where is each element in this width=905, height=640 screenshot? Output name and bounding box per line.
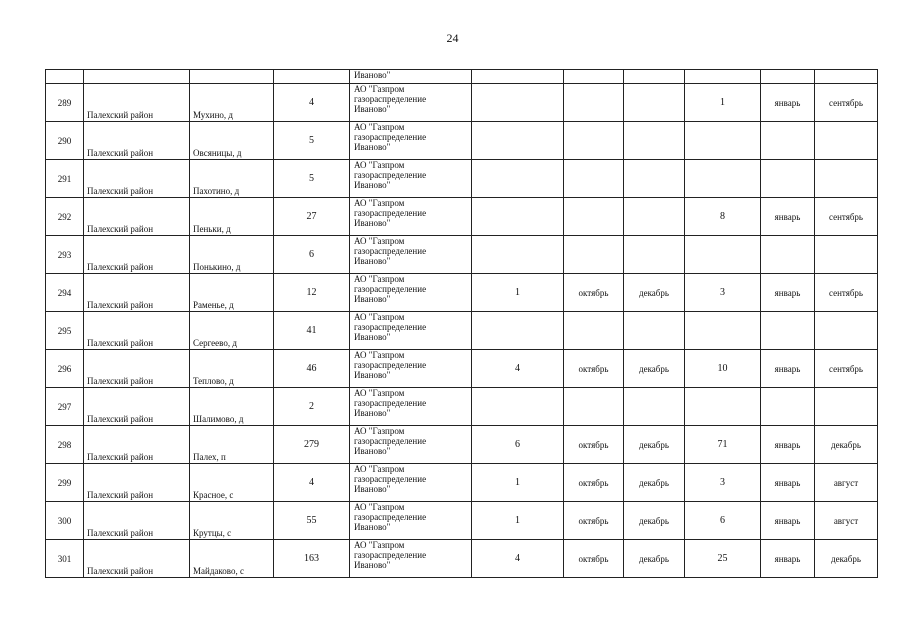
page-number: 24 (446, 31, 459, 45)
cell-a-start (564, 388, 624, 426)
org-line: газораспределение (354, 170, 427, 180)
cell-b-end: август (815, 464, 878, 502)
cell-a-start (564, 84, 624, 122)
cell-b (685, 236, 761, 274)
org-line: газораспределение (354, 550, 427, 560)
cell-a-start: октябрь (564, 426, 624, 464)
org-line: АО "Газпром (354, 160, 405, 170)
cell-locality: Палех, п (190, 426, 274, 464)
cell-a (472, 84, 564, 122)
org-line: АО "Газпром (354, 312, 405, 322)
org-line: Иваново" (354, 218, 391, 228)
cell-a-end: декабрь (624, 464, 685, 502)
cell-b-start (761, 70, 815, 84)
cell-count: 2 (274, 388, 350, 426)
org-line: АО "Газпром (354, 540, 405, 550)
cell-a-start: октябрь (564, 540, 624, 578)
cell-a-end: декабрь (624, 502, 685, 540)
cell-count: 41 (274, 312, 350, 350)
cell-a-end: декабрь (624, 540, 685, 578)
cell-a (472, 236, 564, 274)
cell-district: Палехский район (84, 84, 190, 122)
org-line: АО "Газпром (354, 502, 405, 512)
cell-b-start: январь (761, 274, 815, 312)
org-line: газораспределение (354, 398, 427, 408)
cell-num: 289 (46, 84, 84, 122)
cell-a (472, 122, 564, 160)
cell-a-end (624, 160, 685, 198)
cell-count: 279 (274, 426, 350, 464)
org-line: газораспределение (354, 322, 427, 332)
org-line: АО "Газпром (354, 388, 405, 398)
cell-a-end (624, 84, 685, 122)
cell-a-end: декабрь (624, 426, 685, 464)
cell-org (350, 236, 472, 274)
gasification-table (45, 69, 878, 578)
org-line: АО "Газпром (354, 350, 405, 360)
cell-b-start (761, 122, 815, 160)
org-line: АО "Газпром (354, 236, 405, 246)
cell-locality: Раменье, д (190, 274, 274, 312)
cell-a-end (624, 312, 685, 350)
cell-b-end: сентябрь (815, 274, 878, 312)
org-line: газораспределение (354, 474, 427, 484)
cell-org (350, 70, 472, 84)
cell-a-end (624, 388, 685, 426)
cell-district: Палехский район (84, 350, 190, 388)
cell-org (350, 84, 472, 122)
cell-num: 301 (46, 540, 84, 578)
cell-count: 4 (274, 84, 350, 122)
cell-a-end (624, 70, 685, 84)
cell-org (350, 388, 472, 426)
cell-a-start: октябрь (564, 350, 624, 388)
table-row (46, 274, 878, 312)
org-line: Иваново" (354, 560, 391, 570)
org-line: Иваново" (354, 180, 391, 190)
org-line: АО "Газпром (354, 464, 405, 474)
cell-district: Палехский район (84, 502, 190, 540)
cell-a (472, 70, 564, 84)
cell-a (472, 312, 564, 350)
cell-b-end (815, 70, 878, 84)
cell-district: Палехский район (84, 198, 190, 236)
cell-b (685, 388, 761, 426)
cell-a-start (564, 122, 624, 160)
org-line: Иваново" (354, 332, 391, 342)
continued-row (46, 70, 878, 84)
cell-org (350, 312, 472, 350)
org-line: газораспределение (354, 360, 427, 370)
cell-a-start (564, 198, 624, 236)
cell-b-start: январь (761, 350, 815, 388)
cell-district: Палехский район (84, 160, 190, 198)
cell-locality: Крутцы, с (190, 502, 274, 540)
cell-locality (190, 70, 274, 84)
cell-count (274, 70, 350, 84)
cell-district: Палехский район (84, 122, 190, 160)
table-row (46, 350, 878, 388)
cell-locality: Шалимово, д (190, 388, 274, 426)
cell-org (350, 350, 472, 388)
table-row (46, 160, 878, 198)
org-line: газораспределение (354, 246, 427, 256)
cell-b-end (815, 388, 878, 426)
org-line: Иваново" (354, 256, 391, 266)
cell-b-end (815, 312, 878, 350)
cell-a-start (564, 236, 624, 274)
cell-a-end (624, 122, 685, 160)
table-row (46, 236, 878, 274)
table-row (46, 540, 878, 578)
cell-org (350, 274, 472, 312)
cell-b-start (761, 388, 815, 426)
cell-b: 8 (685, 198, 761, 236)
cell-b-end: декабрь (815, 426, 878, 464)
cell-a-start: октябрь (564, 502, 624, 540)
cell-a-end (624, 198, 685, 236)
cell-a: 4 (472, 350, 564, 388)
cell-b (685, 160, 761, 198)
org-tail: Иваново" (354, 70, 391, 80)
org-line: Иваново" (354, 370, 391, 380)
cell-b-end: сентябрь (815, 84, 878, 122)
table-row (46, 388, 878, 426)
cell-a (472, 160, 564, 198)
cell-b-start (761, 236, 815, 274)
cell-num: 298 (46, 426, 84, 464)
cell-b-start (761, 312, 815, 350)
cell-num: 296 (46, 350, 84, 388)
cell-a-end: декабрь (624, 274, 685, 312)
org-line: АО "Газпром (354, 274, 405, 284)
cell-a: 1 (472, 502, 564, 540)
cell-org (350, 198, 472, 236)
cell-locality: Пахотино, д (190, 160, 274, 198)
cell-b (685, 70, 761, 84)
cell-district: Палехский район (84, 274, 190, 312)
table-row (46, 464, 878, 502)
table-row (46, 122, 878, 160)
cell-org (350, 122, 472, 160)
cell-num: 293 (46, 236, 84, 274)
org-line: Иваново" (354, 446, 391, 456)
cell-locality: Мухино, д (190, 84, 274, 122)
cell-b-start: январь (761, 84, 815, 122)
cell-locality: Сергеево, д (190, 312, 274, 350)
cell-a-end: декабрь (624, 350, 685, 388)
cell-b: 6 (685, 502, 761, 540)
cell-num: 292 (46, 198, 84, 236)
table-row (46, 84, 878, 122)
cell-a-start: октябрь (564, 464, 624, 502)
cell-district: Палехский район (84, 312, 190, 350)
cell-a-start: октябрь (564, 274, 624, 312)
cell-num: 299 (46, 464, 84, 502)
cell-count: 5 (274, 122, 350, 160)
cell-org (350, 160, 472, 198)
cell-b (685, 122, 761, 160)
org-line: газораспределение (354, 436, 427, 446)
org-line: Иваново" (354, 294, 391, 304)
cell-num: 300 (46, 502, 84, 540)
cell-count: 4 (274, 464, 350, 502)
org-line: АО "Газпром (354, 122, 405, 132)
org-line: газораспределение (354, 94, 427, 104)
cell-b-end (815, 160, 878, 198)
cell-b-start: январь (761, 502, 815, 540)
cell-num: 297 (46, 388, 84, 426)
cell-b: 3 (685, 274, 761, 312)
cell-num: 291 (46, 160, 84, 198)
cell-b-start (761, 160, 815, 198)
cell-locality: Пеньки, д (190, 198, 274, 236)
cell-b-end: декабрь (815, 540, 878, 578)
cell-b-end: сентябрь (815, 350, 878, 388)
cell-b-start: январь (761, 540, 815, 578)
cell-count: 6 (274, 236, 350, 274)
cell-b: 1 (685, 84, 761, 122)
cell-count: 55 (274, 502, 350, 540)
cell-locality: Овсяницы, д (190, 122, 274, 160)
cell-b: 10 (685, 350, 761, 388)
cell-count: 27 (274, 198, 350, 236)
cell-district: Палехский район (84, 426, 190, 464)
cell-b-start: январь (761, 198, 815, 236)
cell-a: 4 (472, 540, 564, 578)
cell-locality: Майдаково, с (190, 540, 274, 578)
cell-a (472, 198, 564, 236)
cell-b-end (815, 122, 878, 160)
cell-num (46, 70, 84, 84)
cell-b: 25 (685, 540, 761, 578)
cell-a-start (564, 160, 624, 198)
cell-count: 46 (274, 350, 350, 388)
cell-district: Палехский район (84, 388, 190, 426)
cell-b (685, 312, 761, 350)
cell-district (84, 70, 190, 84)
cell-count: 5 (274, 160, 350, 198)
cell-district: Палехский район (84, 236, 190, 274)
cell-b-end: август (815, 502, 878, 540)
cell-count: 12 (274, 274, 350, 312)
table-row (46, 502, 878, 540)
cell-a-end (624, 236, 685, 274)
cell-locality: Теплово, д (190, 350, 274, 388)
cell-locality: Красное, с (190, 464, 274, 502)
cell-b-end: сентябрь (815, 198, 878, 236)
cell-a: 1 (472, 274, 564, 312)
org-line: газораспределение (354, 208, 427, 218)
org-line: АО "Газпром (354, 198, 405, 208)
org-line: АО "Газпром (354, 84, 405, 94)
org-line: Иваново" (354, 484, 391, 494)
cell-org (350, 502, 472, 540)
org-line: Иваново" (354, 104, 391, 114)
cell-a-start (564, 70, 624, 84)
cell-b: 3 (685, 464, 761, 502)
org-line: Иваново" (354, 142, 391, 152)
cell-num: 295 (46, 312, 84, 350)
org-line: газораспределение (354, 512, 427, 522)
org-line: газораспределение (354, 132, 427, 142)
cell-count: 163 (274, 540, 350, 578)
cell-org (350, 426, 472, 464)
cell-b: 71 (685, 426, 761, 464)
cell-num: 294 (46, 274, 84, 312)
org-line: АО "Газпром (354, 426, 405, 436)
cell-num: 290 (46, 122, 84, 160)
cell-b-end (815, 236, 878, 274)
table-row (46, 426, 878, 464)
cell-a-start (564, 312, 624, 350)
cell-locality: Понькино, д (190, 236, 274, 274)
cell-b-start: январь (761, 426, 815, 464)
cell-b-start: январь (761, 464, 815, 502)
cell-org (350, 464, 472, 502)
cell-district: Палехский район (84, 540, 190, 578)
org-line: газораспределение (354, 284, 427, 294)
cell-district: Палехский район (84, 464, 190, 502)
org-line: Иваново" (354, 408, 391, 418)
cell-a: 6 (472, 426, 564, 464)
cell-a (472, 388, 564, 426)
cell-org (350, 540, 472, 578)
table-body (46, 70, 878, 578)
table-row (46, 198, 878, 236)
table-row (46, 312, 878, 350)
cell-a: 1 (472, 464, 564, 502)
org-line: Иваново" (354, 522, 391, 532)
